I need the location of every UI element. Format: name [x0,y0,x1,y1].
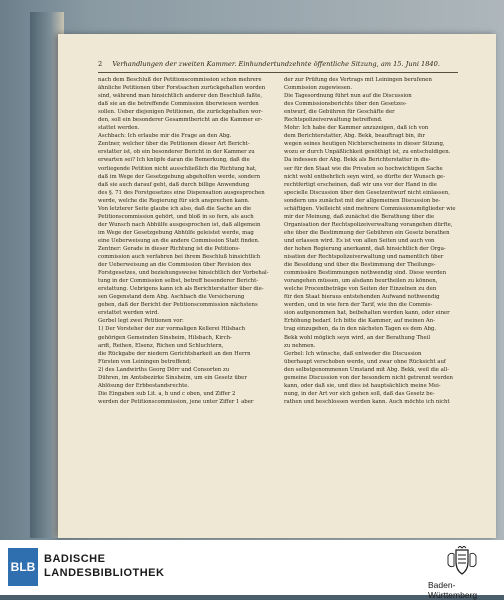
text-line: Forstgesetzes, und beziehungsweise hinsichtlich der Vorbehal- [98,270,269,277]
text-line: gehörigen Gemeinden Sinsheim, Hilsbach, Kirch- [98,334,232,341]
text-line: nach dem Beschluß der Petitionscommission schon mehrere [98,77,262,83]
text-line: Zentner, welcher über die Petitionen dieser Art Bericht- [98,141,250,148]
text-line: commissäre Bestimmungen nothwendig sind. Diese werden [284,270,447,277]
text-line: commission auch verfahren bei ihrem Beschluß hinsichtlich [98,254,261,261]
running-title: Verhandlungen der zweiten Kammer. Einhundertundzehnte öffentliche Sitzung, am 15. Juni 1840. [112,60,440,68]
text-line: geben, daß der Bericht der Petitionscommission nächstens [98,302,258,309]
text-line: daß sie auch darauf geht, daß durch billige Anwendung [98,181,250,188]
text-line: ser für den Staat wie die Privaten so hochwichtigen Sache [284,165,443,172]
text-line: 2) des Landwirths Georg Dörr und Consorten zu [98,366,230,373]
text-line: gemeine Discussion von der besondern nicht getrennt werden [284,374,453,381]
text-line: die Besoldung und über die Bestimmung der Theilungs- [284,262,436,269]
text-line: überhaupt verschoben werde, und zwar ohne Rücksicht auf [284,358,446,365]
text-line: des Commissionsberichts über den Gesetzes- [284,101,407,108]
text-line: ardt, Reihen, Elsenz, Richen und Schluchtern, [98,342,224,349]
text-line: ehe über die Bestimmung der Gebühren ein Gesetz berathen [284,229,450,236]
footer-bar [0,540,504,600]
text-line: die Rückgabe der niedern Gerichtsbarkeit an den Herrn [98,350,251,357]
text-line: nisation der Rechtspolizeiverwaltung und namentlich über [284,254,444,261]
text-line: Bekk wohl möglich seyn wird, an der Berathung Theil [284,334,431,341]
text-line: trag einzugehen, da in den nächsten Tagen es dem Abg. [284,326,437,333]
text-line: der hohen Regierung anerkannt, daß hinsichtlich der Orga- [284,245,446,252]
text-line: Ablösung der Erbbestandsrechte. [98,382,190,389]
text-line: vorangehen müssen, um alsdann beurtheilen zu können, [284,278,438,285]
text-line: schäftigen. Vielleicht sind mehrere Commissionsmitglieder wie [284,205,456,212]
text-line: daß im Wege der Gesetzgebung abgeholfen werde, sondern [98,173,261,180]
text-line: 1) Der Vorsteher der zur vormaligen Kellerei Hilsbach [98,326,246,333]
text-line: kann, oder daß sie, und dies ist hauptsächlich meine Mei- [284,382,441,389]
left-column [98,76,274,532]
text-line: Die Eingaben sub Lit. a, b und c oben, und Ziffer 2 [98,390,236,397]
text-line: daß sie an die betreffende Commission überwiesen werden [98,101,259,108]
text-line: entwurf, die Gebühren für Geschäfte der [284,109,395,116]
text-line: der zur Prüfung des Vertrags mit Leiningen berufenen [284,77,432,83]
text-line: werde, welche die Regierung für sich ansprechen kann. [98,197,250,204]
text-line: Zentner: Gerade in dieser Richtung ist die Petitions- [98,245,240,252]
text-line: Rechtspolizeiverwaltung betreffend. [284,117,383,124]
document-page [58,34,496,538]
text-line: tung in der Commission selbst, betreff besonderer Bericht- [98,278,259,285]
text-line: dem Berichterstatter, Abg. Bekk, beauftragt bin, ihr [284,133,425,140]
text-line: für den Staat hieraus entstehenden Aufwand nothwendig [284,294,440,301]
text-line: sind, während man hinsichtlich anderer den Beschluß faßte, [98,93,263,100]
state-coat-of-arms-icon [442,546,482,578]
text-line: Dühren, im Amtsbezirke Sinsheim, um ein Gesetz über [98,374,247,381]
text-line: sen Gegenstand dem Abg. Aschbach die Versicherung [98,294,245,301]
text-line: Von letzterer Seite glaube ich also, daß die Sache an die [98,205,252,212]
text-line: Organisation der Rechtspolizeiverwaltung vorangehen dürfte, [284,221,453,228]
text-line: wegen seines heutigen Nichterscheinens in dieser Sitzung, [284,141,445,148]
header-rule [98,72,458,73]
text-line: der Wunsch nach Abhülfe ausgesprochen ist, daß allgemein [98,221,261,228]
library-name-line-1: BADISCHE [44,553,106,565]
text-line: ähnliche Petitionen über Forstsachen zurückgehalten worden [98,85,266,92]
text-line: Mohr: Ich habe der Kammer anzuzeigen, daß ich von [284,125,429,132]
page-number: 2 [98,60,103,68]
text-line: und erlassen wird. Es ist von allen Seiten und auch von [284,237,435,244]
text-line: der Ueberweisung an die Commission über Revision des [98,262,252,269]
text-line: werden, und in wie fern der Tarif, wie ihn die Commis- [284,302,433,309]
text-line: Die Tagesordnung führt nun auf die Discussion [284,93,412,100]
text-line: rathen und beschlossen werden kann. Auch möchte ich nicht [284,398,450,405]
library-name [44,552,164,580]
text-line: welche Procentbeträge von Seiten der Einzelnen zu den [284,286,437,293]
text-line: werden der Petitionscommission, jene unter Ziffer 1 aber [98,398,254,405]
text-line: sion aufgenommen hat, beibehalten werden kann, oder einer [284,310,450,317]
text-line: Aschbach: Ich erlaube mir die Frage an den Abg. [98,133,232,140]
text-line: erwarten sei? Ich knüpfe daran die Bemerkung, daß die [98,157,250,164]
text-line: Fürsten von Leiningen betreffend; [98,358,192,365]
text-line: Erhöhung bedarf. Ich bitte die Kammer, auf meinen An- [284,318,435,325]
text-line: nung, in der Art vor sich gehen soll, daß das Gesetz be- [284,390,435,397]
text-line: mir der Meinung, daß zunächst die Berathung über die [284,213,435,220]
library-name-line-2: LANDESBIBLIOTHEK [44,567,165,579]
text-line: den, soll ein besonderer Gesammtbericht an die Kammer er- [98,117,263,124]
text-columns [98,76,463,532]
text-line: Commission zugewiesen. [284,85,353,92]
text-line: nicht wohl entbehrlich seyn wird, so dürfte der Wunsch ge- [284,173,445,180]
text-line: stattet werden. [98,125,140,132]
state-name: Baden-Württemberg [428,580,478,600]
text-line: den selbstgenommenen Umstand mit Abg. Bekk, weil die all- [284,366,450,373]
text-line: Petitionscommission gehört, und bloß in so fern, als auch [98,213,254,220]
text-line: specielle Discussion über den Gesetzentwurf nicht einlassen, [284,189,450,196]
text-line: wozu er durch Unpäßlichkeit genöthigt ist, zu entschuldigen. [284,149,451,156]
text-line: vorliegende Petition nicht ausschließlich die Richtung hat, [98,165,257,172]
text-line: rechtfertigt erscheinen, daß wir uns vor der Hand in die [284,181,437,188]
page-header [98,60,458,68]
text-line: im Wege der Gesetzgebung Abhülfe geleistet werde, mag [98,229,254,236]
text-line: erstatter ist, ob ein besonderer Bericht in der Kammer zu [98,149,255,156]
blb-logo: BLB [8,548,38,586]
text-line: eine Ueberweisung an die andere Commission Statt finden. [98,237,260,244]
text-line: Da indessen der Abg. Bekk als Berichterstatter in die- [284,157,431,164]
text-line: sondern uns zunächst mit der allgemeinen Discussion be- [284,197,441,204]
text-line: erstattet werden wird. [98,310,160,317]
text-line: Gerbel legt zwei Petitionen vor: [98,318,184,325]
text-line: des §. 71 des Forstgesetzes eine Dispensation ausgesprochen [98,189,265,196]
text-line: erstattung. Uebrigens kann ich als Berichterstatter über die- [98,286,264,293]
text-line: Gerbel: Ich wünsche, daß entweder die Discussion [284,350,422,357]
right-column [284,76,460,532]
text-line: sollen. Ueber diejenigen Petitionen, die zurückgehalten wor- [98,109,263,116]
text-line: zu nehmen. [284,342,316,349]
